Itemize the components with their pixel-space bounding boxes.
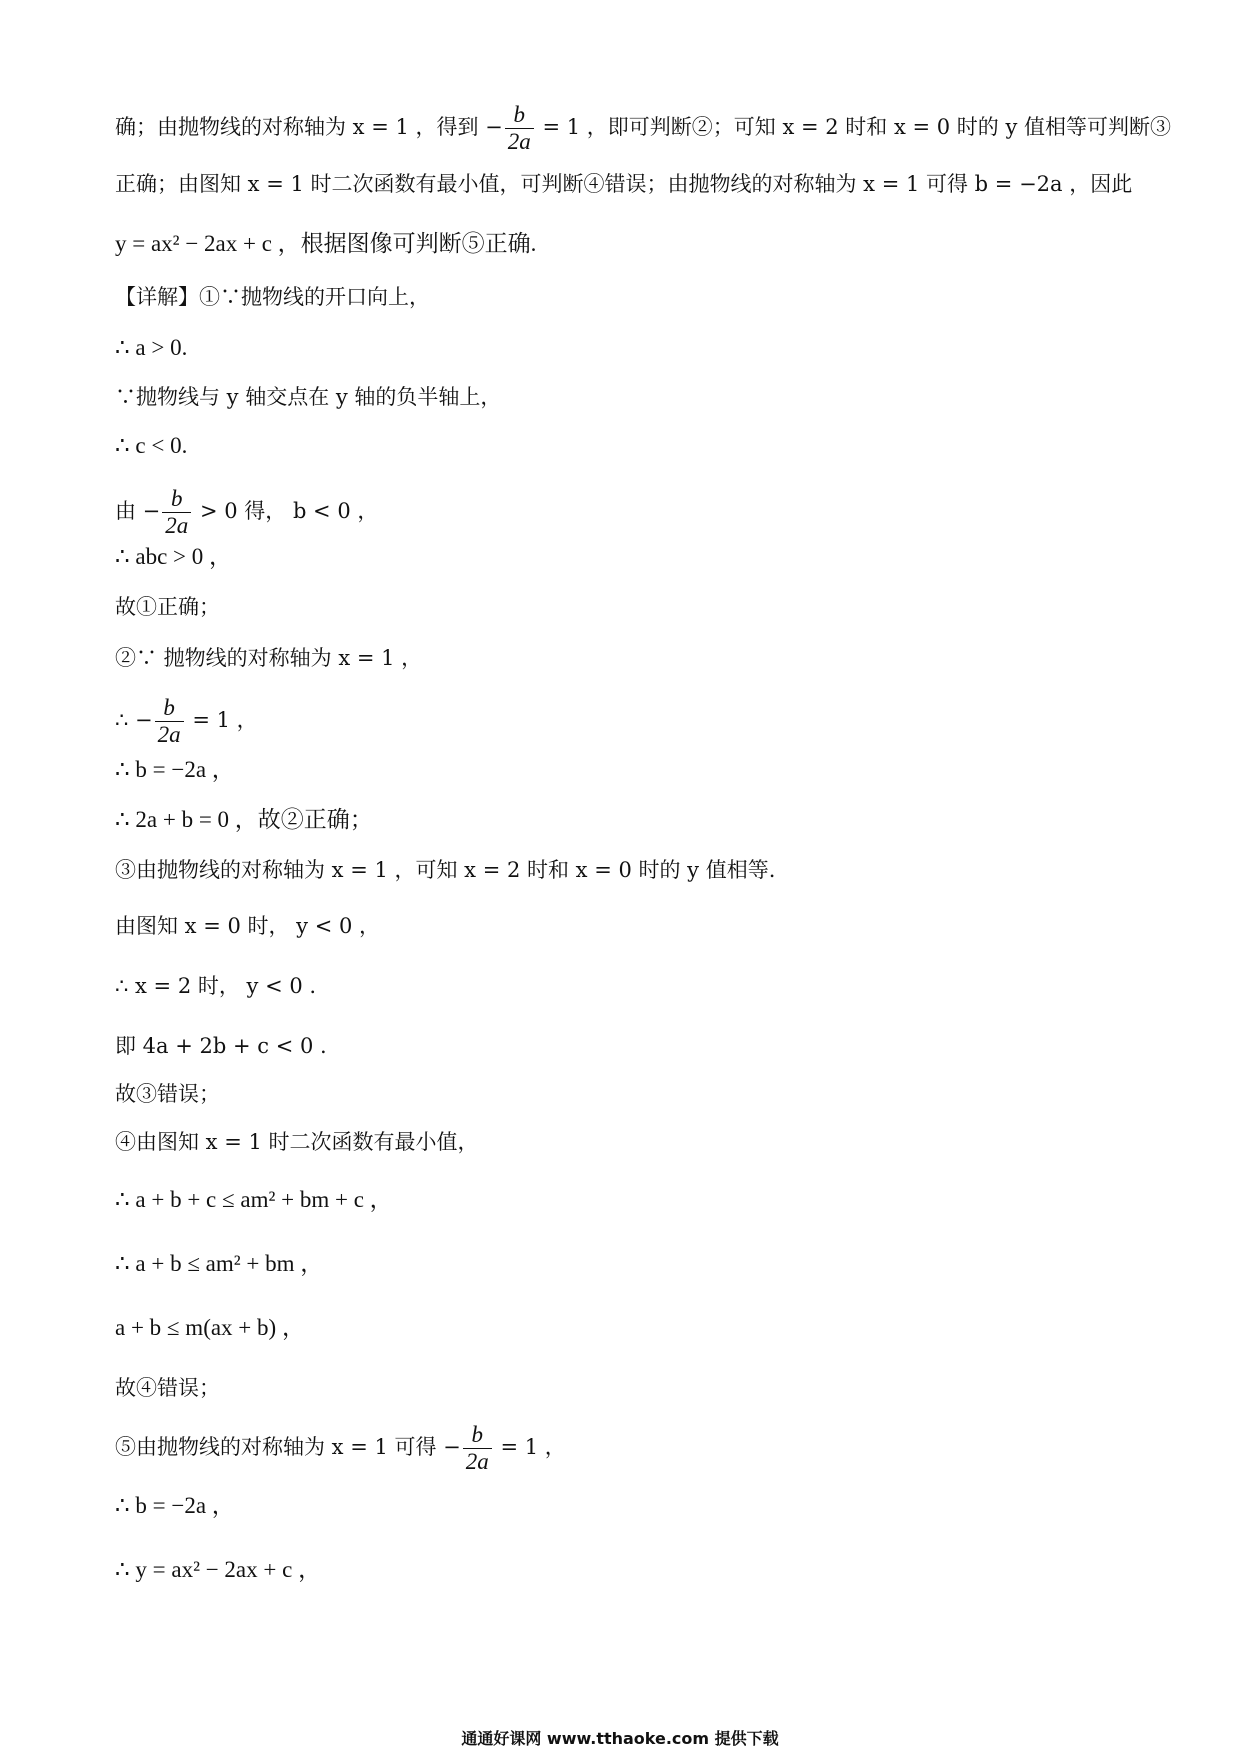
text-line-13: ∴ b = −2a ， (115, 757, 235, 782)
fraction-b-over-2a: $\frac{b}{2a}$ (155, 695, 184, 748)
text-line-24: 故④错误； (115, 1376, 220, 1400)
text-line-2: 正确；由图知 x = 1 时二次函数有最小值，可判断④错误；由抛物线的对称轴为 x = 1 可得 b = −2a ，因此 (115, 172, 1133, 196)
footer-watermark-text: 通通好课网 www.tthaoke.com 提供下载 (461, 1729, 779, 1748)
text-line-3: y = ax² − 2ax + c ，根据图像可判断⑤正确. (115, 231, 537, 256)
text-line-4: 【详解】①∵抛物线的开口向上， (115, 285, 430, 309)
text-line-15: ③由抛物线的对称轴为 x = 1 ，可知 x = 2 时和 x = 0 时的 y 值相等. (115, 858, 776, 882)
text-line-16: 由图知 x = 0 时， y < 0 ， (115, 914, 381, 938)
fraction-b-over-2a: $\frac{b}{2a}$ (463, 1422, 492, 1475)
text-line-10: 故①正确； (115, 595, 220, 619)
fraction-b-over-2a: $\frac{b}{2a}$ (162, 486, 191, 539)
text-line-11: ②∵ 抛物线的对称轴为 x = 1 ， (115, 646, 423, 670)
text-line-19: 故③错误； (115, 1082, 220, 1106)
text-segment: 由 − (115, 499, 161, 523)
text-line-14: ∴ 2a + b = 0 ，故②正确； (115, 807, 373, 832)
text-segment: = 1 ， (493, 1435, 566, 1459)
text-line-17: ∴ x = 2 时， y < 0 . (115, 974, 317, 998)
text-line-9: ∴ abc > 0 ， (115, 544, 233, 569)
text-line-7: ∴ c < 0. (115, 433, 188, 458)
text-line-20: ④由图知 x = 1 时二次函数有最小值， (115, 1130, 479, 1154)
text-segment: 确；由抛物线的对称轴为 x = 1 ，得到 − (115, 115, 503, 139)
text-line-26: ∴ b = −2a ， (115, 1493, 235, 1518)
text-segment: = 1 ，即可判断②；可知 x = 2 时和 x = 0 时的 y 值相等可判断③ (535, 115, 1171, 139)
text-line-21: ∴ a + b + c ≤ am² + bm + c ， (115, 1187, 393, 1212)
text-line-22: ∴ a + b ≤ am² + bm ， (115, 1251, 324, 1276)
text-segment: = 1 ， (185, 708, 258, 732)
text-line-12 (115, 695, 258, 748)
text-line-1 (115, 102, 1171, 155)
text-segment: ⑤由抛物线的对称轴为 x = 1 可得 − (115, 1435, 461, 1459)
text-line-25 (115, 1422, 566, 1475)
text-segment: > 0 得， b < 0 ， (193, 499, 379, 523)
text-line-27: ∴ y = ax² − 2ax + c ， (115, 1557, 322, 1582)
text-line-5: ∴ a > 0. (115, 335, 188, 360)
text-segment: ∴ − (115, 708, 153, 732)
text-line-23: a + b ≤ m(ax + b) ， (115, 1315, 305, 1340)
text-line-8 (115, 486, 378, 539)
text-line-18: 即 4a + 2b + c < 0 . (115, 1034, 327, 1058)
text-line-6: ∵抛物线与 y 轴交点在 y 轴的负半轴上， (115, 385, 502, 409)
fraction-b-over-2a: $\frac{b}{2a}$ (505, 102, 534, 155)
